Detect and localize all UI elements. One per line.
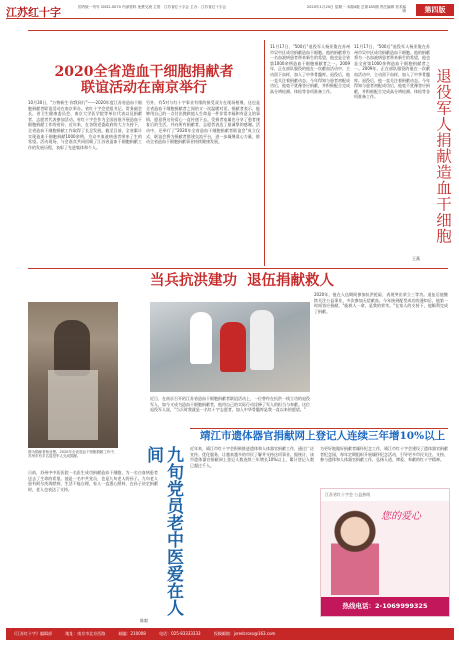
photo-event-person-1 — [190, 312, 212, 364]
photo-event-person-2 — [220, 322, 246, 372]
author-1: 王燕 — [412, 256, 420, 261]
advert-brand: 您的爱心 — [381, 511, 421, 522]
headline-blood-stem-cell-event — [28, 64, 260, 96]
top-divider — [28, 30, 448, 31]
column-divider — [264, 40, 265, 266]
photo-donor-bed — [48, 370, 98, 440]
photo-donor-caption: 图为捐献者杨亚俊。2020年全省造血干细胞捐献工作中，苏州市有多名退役军人完成捐献。 — [28, 450, 118, 459]
footer-item: 地址：南京市北京西路 — [65, 631, 106, 636]
photo-donor-figure — [54, 320, 90, 376]
footer-item: 电话：025-83333333 — [159, 631, 201, 636]
photo-event-person-3 — [250, 310, 274, 370]
headline-flood-veteran — [150, 272, 440, 290]
author-2: 陈毅 — [140, 618, 148, 623]
article-3-col-1: 近日，在南京召开的江苏省造血干细胞捐献者联谊活动上，一位曾经在抗洪一线立功的退役军人，如今又成为造血干细胞捐献者，他用自己的实际行动诠释了军人的担当与奉献。这位退役军人说，"当兵时我就是一名红十字志愿者，加入中华骨髓库是我一直以来的愿望。" — [150, 396, 310, 413]
article-4-col-1: 近年来，靖江市红十字会积极推进遗体和人体器官捐献工作，通过广泛宣传、优化服务，让越来越多的市民了解并支持这项事业。据统计，该市遗体器官捐献网上登记人数连续三年增长10%以上，累计登记人数已超过千人。 — [190, 446, 314, 468]
footer-item: 邮编：210008 — [118, 631, 146, 636]
edition-badge: 第四版 — [416, 4, 454, 16]
masthead-right-info: 2020年1月20日 星期一 本期4版 总第185期 责任编辑 美术编辑 — [306, 5, 406, 14]
middle-divider — [28, 268, 448, 269]
article-3-col-2: 2020年，他在入伍期间参加抗洪抢险，表现突出荣立三等功。退伍后他继续关注公益事业，多次参加无偿献血。今年接到配型成功的通知后，他第一时间答应捐献，"能救人一命，是我的荣幸。"在家人的支持下，他顺利完成了捐献。 — [314, 292, 448, 314]
advert-hotline — [320, 488, 450, 617]
headline-flood-part-1: 当兵抗洪建功 — [150, 272, 237, 289]
lower-divider — [190, 428, 448, 429]
headline-line-1: 2020全省造血干细胞捐献者 — [54, 64, 234, 80]
article-1-col-1: 10月30日，"万物新生·你我同行"——2020年度江苏省造血干细胞捐献者联谊活动在南京举办。省红十字会党组书记、常务副会长，省卫生健康委员会、南京大学医学院等单位代表以及捐献者、志愿者代表参加活动。省红十字会作为全国首批开展造血干细胞捐献工作的省份，近年来，在各级党委政府的大力支持下，全省造血干细胞捐献工作取得了长足发展。截至目前，全省累计实现造血干细胞捐献1000余例，为众多血液病患者带来了生的希望。活动现场，与会嘉宾共同回顾了江苏省造血干细胞捐献工作的发展历程，表彰了先进集体和个人。 — [28, 100, 142, 150]
advert-top-text: 江苏省红十字会 公益热线 — [321, 489, 450, 501]
headline-jingjiang-registration: 靖江市遗体器官捐献网上登记人连续三年增10%以上 — [200, 430, 446, 442]
vertical-headline-veteran-donation: 退役军人捐献造血干细胞 — [434, 68, 452, 244]
headline-flood-part-2: 退伍捐献救人 — [247, 272, 334, 289]
vertical-headline-old-doctor: 九旬党员老中医爱在人间 — [143, 446, 183, 616]
advert-phone: 热线电话：2-1069999325 — [321, 597, 449, 616]
photo-donor — [28, 302, 118, 448]
newspaper-logo: 江苏红十字 — [6, 6, 61, 19]
advert-person-image — [331, 509, 379, 595]
footer-item: 投稿邮箱：jsredcross@163.com — [213, 631, 276, 636]
photo-event — [150, 302, 310, 392]
article-1-col-3b: 11月17日，"500后"退役军人杨亚俊在苏州市吴中区成功捐献造血干细胞。他的捐献将为一名血液病患者带来新生的希望，他也是全省第1000余例造血干细胞捐献者之一。2009年，正在部队服役的他在一次献血活动中，主动留下血样，加入了中华骨髓库。退役后，他一直关注着捐献动态。今年得知与患者初配成功后，他毫不犹豫答应捐献，并积极配合完成高分辨检测、体检等各项准备工作。 — [354, 44, 430, 100]
article-1-col-3a: 11月17日，"500后"退役军人杨亚俊在苏州市吴中区成功捐献造血干细胞。他的捐献将为一名血液病患者带来新生的希望，他也是全省第1000余例造血干细胞捐献者之一。2009年，正在部队服役的他在一次献血活动中，主动留下血样，加入了中华骨髓库。退役后，他一直关注着捐献动态。今年得知与患者初配成功后，他毫不犹豫答应捐献，并积极配合完成高分辨检测、体检等各项准备工作。 — [270, 44, 350, 94]
footer-bar — [6, 628, 454, 640]
article-4-col-2: 为更好地做好捐献者缅怀纪念工作，靖江市红十字会建设了遗体器官捐献者纪念园，每年定期组织开展缅怀纪念活动，引导更多市民关注、支持、参与遗体和人体器官捐献工作，弘扬人道、博爱、奉献的红十字精神。 — [320, 446, 448, 463]
masthead — [6, 4, 454, 19]
footer-item: 《江苏红十字》编辑部 — [12, 631, 52, 636]
masthead-left-info: 国内统一刊号 CN32-0070 内部资料 免费交流 主管：江苏省红十字会 主办：江苏省红十字会 — [78, 5, 227, 9]
headline-line-2: 联谊活动在南京举行 — [81, 80, 207, 96]
article-2-col-1: 日前，苏州中中医医院一名医生成功捐献造血干细胞，为一名白血病患者送去了生命的希望。他是一名中共党员，也是九旬老人的孙子。九旬老人患有阿尔茨海默病，生活不能自理，家人一直悉心照料，在孙子决定捐献时，老人也表达了支持。 — [28, 470, 158, 492]
article-1-col-2: 另外，有5对与红十字事业有缘的捐受双方在现场相聚，这也是全省造血干细胞捐献者之间的又一次温暖对话。捐献者表示，能够用自己的一点付出挽救他人生命是一件非常幸福和有意义的事情，愿意将这份爱心一直传递下去。受捐者家属也分享了患者康复后的生活，并向所有捐献者、志愿者表达了最诚挚的感谢。活动中，还举行了"2020年全省造血干细胞捐献者联谊会"成立仪式，联谊会将为捐献者搭建交流平台，进一步凝聚爱心力量，推动全省造血干细胞捐献事业持续健康发展。 — [146, 100, 260, 145]
